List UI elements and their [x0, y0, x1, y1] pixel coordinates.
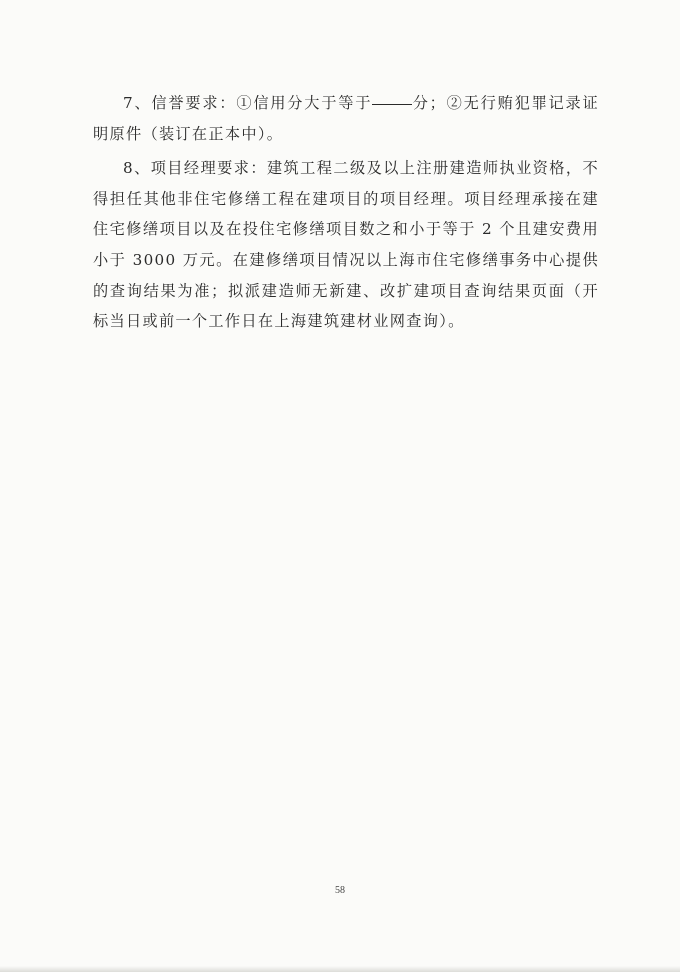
requirement-item-8: 8、项目经理要求：建筑工程二级及以上注册建造师执业资格，不得担任其他非住宅修缮工程在建项目的项目经理。项目经理承接在建住宅修缮项目以及在投住宅修缮项目数之和小于等于 2 个且建安费用小于 3000 万元。在建修缮项目情况以上海市住宅修缮事务中心提供的查询结果为准；拟派建造师无新建、改扩建项目查询结果页面（开标当日或前一个工作日在上海建筑建材业网查询）。: [93, 159, 599, 331]
requirement-item-7: [93, 88, 599, 149]
item-7-prefix: 7、信誉要求：①信用分大于等于: [123, 94, 373, 112]
item-7-suffix: 分；②无行贿犯罪记录证明原件（装订在正本中）。: [93, 94, 599, 143]
page-number: 58: [335, 885, 345, 896]
scan-edge-shadow: [0, 966, 680, 972]
credit-score-blank: [372, 103, 412, 105]
document-body: [93, 88, 599, 341]
